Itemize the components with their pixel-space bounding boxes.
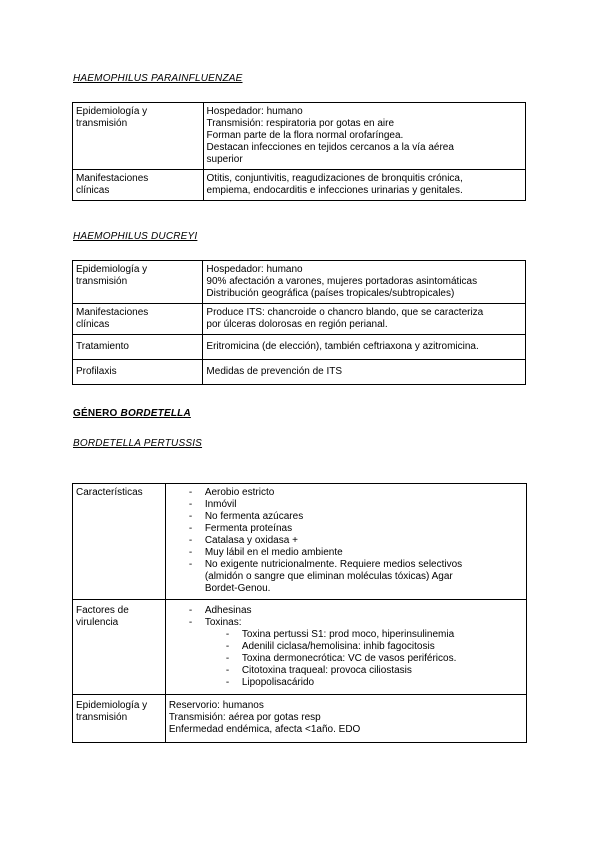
row-content-cell — [203, 304, 526, 335]
row-label: virulencia — [76, 617, 119, 628]
content-line: Reservorio: humanos — [168, 700, 264, 711]
table-ducreyi — [72, 260, 526, 385]
row-content-cell — [165, 695, 526, 743]
content-line: Distribución geográfica (países tropicales/subtropicales) — [206, 288, 455, 299]
list-item: - No exigente nutricionalmente. Requiere medios selectivos — [169, 559, 522, 571]
content-line: Transmisión: aérea por gotas resp — [168, 712, 321, 723]
row-label: clínicas — [76, 319, 110, 330]
row-content-cell — [165, 484, 526, 600]
genus-prefix: GÉNERO — [73, 408, 121, 419]
row-label-cell — [73, 170, 204, 201]
row-label: Profilaxis — [76, 366, 117, 377]
section-heading-parainfluenzae: HAEMOPHILUS PARAINFLUENZAE — [73, 73, 243, 84]
section-heading-ducreyi: HAEMOPHILUS DUCREYI — [73, 231, 198, 242]
content-line: Hospedador: humano — [206, 264, 303, 275]
list-item: - Catalasa y oxidasa + — [169, 535, 522, 547]
row-label: Tratamiento — [76, 341, 129, 352]
row-label: Características — [76, 487, 143, 498]
content-line: Forman parte de la flora normal orofaríngea. — [206, 130, 404, 141]
table-row — [73, 484, 527, 600]
row-label-cell — [73, 360, 203, 385]
row-label-cell — [73, 103, 204, 170]
list-item: - Toxinas: — [169, 617, 522, 629]
row-content-cell — [165, 600, 526, 695]
row-label-cell — [73, 335, 203, 360]
sub-list-item: - Citotoxina traqueal: provoca ciliostasis — [169, 665, 522, 677]
content-line: Eritromicina (de elección), también ceftriaxona y azitromicina. — [206, 341, 479, 352]
table-row — [73, 261, 526, 304]
row-label: Epidemiología y — [76, 700, 148, 711]
list-item-continuation: (almidón o sangre que eliminan moléculas tóxicas) Agar — [204, 571, 453, 582]
content-line: 90% afectación a varones, mujeres portadoras asintomáticas — [206, 276, 478, 287]
table-row — [73, 170, 526, 201]
table-row — [73, 304, 526, 335]
table-row — [73, 695, 527, 743]
sub-list-item: - Adenilil ciclasa/hemolisina: inhib fagocitosis — [169, 641, 522, 653]
row-label-cell — [73, 261, 203, 304]
row-label: Manifestaciones — [76, 173, 149, 184]
list-item: - Aerobio estricto — [169, 487, 522, 499]
row-content-cell — [203, 360, 526, 385]
content-line: Medidas de prevención de ITS — [206, 366, 343, 377]
row-label-cell — [73, 484, 166, 600]
row-label: Factores de — [76, 605, 129, 616]
row-content-cell — [203, 261, 526, 304]
content-line: Destacan infecciones en tejidos cercanos a la vía aérea — [206, 142, 454, 153]
row-label: transmisión — [76, 118, 128, 129]
table-row — [73, 360, 526, 385]
list-item: - Adhesinas — [169, 605, 522, 617]
sub-list-item: - Toxina pertussi S1: prod moco, hiperinsulinemia — [169, 629, 522, 641]
row-label: transmisión — [76, 712, 128, 723]
genus-name: BORDETELLA — [120, 408, 191, 419]
list-item: - Muy lábil en el medio ambiente — [169, 547, 522, 559]
content-line: por úlceras dolorosas en región perianal. — [206, 319, 388, 330]
content-line: Transmisión: respiratoria por gotas en aire — [206, 118, 395, 129]
table-pertussis — [72, 483, 527, 743]
table-row — [73, 600, 527, 695]
table-row — [73, 335, 526, 360]
row-label: Manifestaciones — [76, 307, 149, 318]
list-item: - Inmóvil — [169, 499, 522, 511]
list-item: - Fermenta proteínas — [169, 523, 522, 535]
row-label: transmisión — [76, 276, 128, 287]
sub-list-item: - Toxina dermonecrótica: VC de vasos periféricos. — [169, 653, 522, 665]
row-label: clínicas — [76, 185, 110, 196]
row-label-cell — [73, 304, 203, 335]
sub-list-item: - Lipopolisacárido — [169, 677, 522, 689]
row-content-cell — [203, 170, 525, 201]
section-heading-pertussis: BORDETELLA PERTUSSIS — [73, 438, 203, 449]
content-line: Produce ITS: chancroide o chancro blando, que se caracteriza — [206, 307, 484, 318]
content-line: Hospedador: humano — [206, 106, 303, 117]
row-label-cell — [73, 600, 166, 695]
row-content-cell — [203, 103, 525, 170]
list-item: - No fermenta azúcares — [169, 511, 522, 523]
row-content-cell — [203, 335, 526, 360]
row-label: Epidemiología y — [76, 264, 148, 275]
list-item-continuation: Bordet-Genou. — [204, 583, 271, 594]
table-parainfluenzae — [72, 102, 526, 201]
row-label-cell — [73, 695, 166, 743]
genus-heading — [73, 408, 191, 419]
table-row — [73, 103, 526, 170]
content-line: empiema, endocarditis e infecciones urinarias y genitales. — [206, 185, 463, 196]
row-label: Epidemiología y — [76, 106, 148, 117]
content-line: Enfermedad endémica, afecta <1año. EDO — [168, 724, 361, 735]
content-line: Otitis, conjuntivitis, reagudizaciones de bronquitis crónica, — [206, 173, 463, 184]
content-line: superior — [206, 154, 243, 165]
